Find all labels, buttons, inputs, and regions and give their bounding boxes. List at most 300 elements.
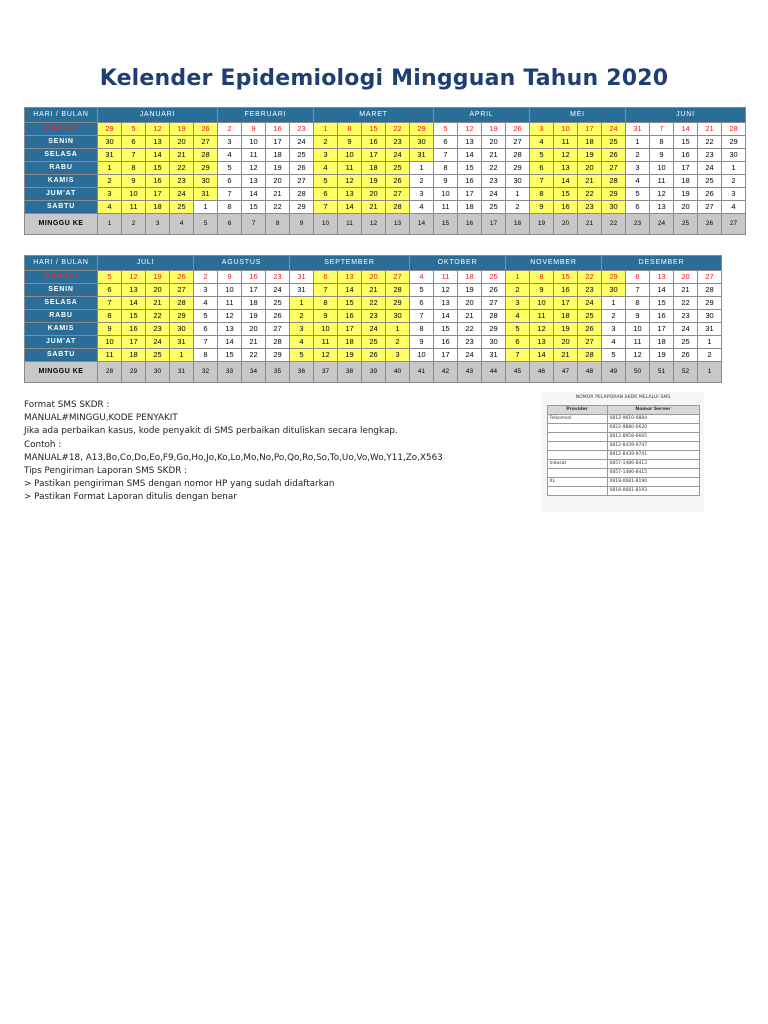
date-cell: 9: [314, 310, 338, 323]
day-row: [25, 149, 746, 162]
date-cell: 30: [602, 284, 626, 297]
date-cell: 20: [266, 175, 290, 188]
date-cell: 11: [434, 201, 458, 214]
date-cell: 24: [698, 162, 722, 175]
date-cell: 7: [194, 336, 218, 349]
date-cell: 28: [194, 149, 218, 162]
sms-provider: [547, 451, 607, 460]
week-number: 49: [602, 362, 626, 383]
date-cell: 8: [650, 136, 674, 149]
date-cell: 17: [122, 336, 146, 349]
date-cell: 23: [458, 336, 482, 349]
date-cell: 14: [458, 149, 482, 162]
date-cell: 15: [434, 323, 458, 336]
date-cell: 20: [482, 136, 506, 149]
sms-box-title: NOMOR PELAPORAN SKDR MELALUI SMS: [575, 395, 671, 400]
date-cell: 29: [602, 188, 626, 201]
date-cell: 23: [146, 323, 170, 336]
date-cell: 31: [170, 336, 194, 349]
sms-number: 0818-0681-8193: [607, 487, 699, 496]
date-cell: 31: [482, 349, 506, 362]
date-cell: 25: [482, 201, 506, 214]
date-cell: 6: [434, 136, 458, 149]
date-cell: 18: [362, 162, 386, 175]
date-cell: 16: [554, 284, 578, 297]
date-cell: 13: [554, 162, 578, 175]
date-cell: 8: [530, 188, 554, 201]
date-cell: 31: [290, 284, 314, 297]
sms-provider: [547, 487, 607, 496]
note-line: > Pastikan pengiriman SMS dengan nomor HP yang sudah didaftarkan: [24, 479, 335, 490]
sms-row: [547, 424, 699, 433]
date-cell: 4: [410, 271, 434, 284]
date-cell: 13: [530, 336, 554, 349]
day-label: RABU: [25, 162, 98, 175]
date-cell: 15: [218, 349, 242, 362]
date-cell: 29: [194, 162, 218, 175]
day-row: [25, 175, 746, 188]
week-number: 15: [434, 214, 458, 235]
date-cell: 20: [362, 188, 386, 201]
sms-row: [547, 442, 699, 451]
date-cell: 8: [626, 297, 650, 310]
date-cell: 26: [362, 349, 386, 362]
date-cell: 16: [434, 336, 458, 349]
date-cell: 27: [386, 188, 410, 201]
date-cell: 13: [242, 175, 266, 188]
sms-number: 0812-8439-9747: [607, 442, 699, 451]
date-cell: 11: [626, 336, 650, 349]
date-cell: 21: [482, 149, 506, 162]
date-cell: 26: [578, 323, 602, 336]
date-cell: 26: [386, 175, 410, 188]
date-cell: 11: [554, 136, 578, 149]
date-cell: 15: [338, 297, 362, 310]
date-cell: 18: [146, 201, 170, 214]
date-cell: 23: [578, 284, 602, 297]
date-cell: 5: [602, 349, 626, 362]
date-cell: 17: [650, 323, 674, 336]
day-row: [25, 136, 746, 149]
date-cell: 7: [122, 149, 146, 162]
day-row: [25, 201, 746, 214]
week-number: 17: [482, 214, 506, 235]
week-number: 42: [434, 362, 458, 383]
date-cell: 2: [98, 175, 122, 188]
date-cell: 2: [290, 310, 314, 323]
date-cell: 25: [362, 336, 386, 349]
week-number: 35: [266, 362, 290, 383]
date-cell: 29: [722, 136, 746, 149]
date-cell: 2: [698, 349, 722, 362]
day-label: SELASA: [25, 297, 98, 310]
date-cell: 26: [170, 271, 194, 284]
sms-number: 0818-0681-8190: [607, 478, 699, 487]
date-cell: 9: [338, 136, 362, 149]
page-title: Kelender Epidemiologi Mingguan Tahun 2020: [99, 66, 669, 91]
week-number: 44: [482, 362, 506, 383]
week-number: 1: [98, 214, 122, 235]
date-cell: 5: [410, 284, 434, 297]
date-cell: 6: [122, 136, 146, 149]
sms-number: 0812-8958-6665: [607, 433, 699, 442]
date-cell: 22: [698, 136, 722, 149]
day-row: [25, 349, 722, 362]
date-cell: 20: [242, 323, 266, 336]
date-cell: 11: [98, 349, 122, 362]
note-line: MANUAL#18, A13,Bo,Co,Do,Eo,F9,Go,Ho,Jo,Ko,Lo,Mo,No,Po,Qo,Ro,So,To,Uo,Vo,Wo,Y11,Zo,X563: [24, 452, 443, 463]
date-cell: 26: [290, 162, 314, 175]
date-cell: 1: [698, 336, 722, 349]
week-number: 25: [674, 214, 698, 235]
date-cell: 11: [122, 201, 146, 214]
header-label: HARI / BULAN: [25, 256, 98, 271]
date-cell: 10: [554, 123, 578, 136]
date-cell: 14: [122, 297, 146, 310]
date-cell: 30: [602, 201, 626, 214]
month-header: FEBRUARI: [218, 108, 314, 123]
date-cell: 12: [338, 175, 362, 188]
date-cell: 6: [410, 297, 434, 310]
date-cell: 13: [338, 188, 362, 201]
week-number: 7: [242, 214, 266, 235]
date-cell: 25: [698, 175, 722, 188]
date-cell: 10: [338, 149, 362, 162]
week-number: 43: [458, 362, 482, 383]
week-number: 8: [266, 214, 290, 235]
date-cell: 16: [674, 149, 698, 162]
date-cell: 7: [98, 297, 122, 310]
date-cell: 16: [266, 123, 290, 136]
date-cell: 4: [98, 201, 122, 214]
week-number: 50: [626, 362, 650, 383]
date-cell: 1: [290, 297, 314, 310]
date-cell: 3: [626, 162, 650, 175]
date-cell: 17: [242, 284, 266, 297]
date-cell: 8: [338, 123, 362, 136]
sms-row: [547, 433, 699, 442]
date-cell: 13: [458, 136, 482, 149]
note-line: Tips Pengiriman Laporan SMS SKDR :: [24, 466, 188, 477]
month-header: JULI: [98, 256, 194, 271]
week-number: 52: [674, 362, 698, 383]
date-cell: 13: [650, 271, 674, 284]
date-cell: 27: [386, 271, 410, 284]
date-cell: 14: [218, 336, 242, 349]
date-cell: 10: [530, 297, 554, 310]
month-header: MEI: [530, 108, 626, 123]
day-label: SENIN: [25, 136, 98, 149]
date-cell: 21: [458, 310, 482, 323]
date-cell: 5: [314, 175, 338, 188]
date-cell: 30: [410, 136, 434, 149]
date-cell: 13: [434, 297, 458, 310]
date-cell: 25: [578, 310, 602, 323]
date-cell: 20: [674, 201, 698, 214]
day-row: [25, 162, 746, 175]
date-cell: 18: [458, 201, 482, 214]
day-label: SELASA: [25, 149, 98, 162]
date-cell: 18: [458, 271, 482, 284]
week-number: 39: [362, 362, 386, 383]
date-cell: 15: [362, 123, 386, 136]
date-cell: 25: [386, 162, 410, 175]
date-cell: 29: [266, 349, 290, 362]
day-row: [25, 297, 722, 310]
date-cell: 2: [602, 310, 626, 323]
date-cell: 28: [698, 284, 722, 297]
date-cell: 20: [458, 297, 482, 310]
date-cell: 25: [674, 336, 698, 349]
date-cell: 19: [578, 149, 602, 162]
date-cell: 14: [554, 175, 578, 188]
date-cell: 29: [410, 123, 434, 136]
date-cell: 26: [266, 310, 290, 323]
date-cell: 12: [554, 149, 578, 162]
week-number: 22: [602, 214, 626, 235]
date-cell: 1: [194, 201, 218, 214]
date-cell: 27: [290, 175, 314, 188]
date-cell: 9: [650, 149, 674, 162]
date-cell: 1: [386, 323, 410, 336]
date-cell: 26: [698, 188, 722, 201]
date-cell: 30: [386, 310, 410, 323]
date-cell: 6: [314, 271, 338, 284]
date-cell: 2: [314, 136, 338, 149]
date-cell: 22: [146, 310, 170, 323]
date-cell: 28: [602, 175, 626, 188]
date-cell: 7: [530, 175, 554, 188]
date-cell: 23: [578, 201, 602, 214]
date-cell: 12: [434, 284, 458, 297]
date-cell: 6: [626, 271, 650, 284]
date-cell: 14: [674, 123, 698, 136]
date-cell: 18: [266, 149, 290, 162]
sms-col-server: Nomor Server: [607, 406, 699, 415]
week-number: 33: [218, 362, 242, 383]
date-cell: 1: [506, 188, 530, 201]
date-cell: 10: [218, 284, 242, 297]
date-cell: 1: [722, 162, 746, 175]
date-cell: 1: [98, 162, 122, 175]
date-cell: 22: [170, 162, 194, 175]
date-cell: 8: [530, 271, 554, 284]
date-cell: 15: [242, 201, 266, 214]
week-number: 48: [578, 362, 602, 383]
date-cell: 22: [266, 201, 290, 214]
date-cell: 3: [314, 149, 338, 162]
date-cell: 17: [146, 188, 170, 201]
note-line: Jika ada perbaikan kasus, kode penyakit di SMS perbaikan dituliskan secara lengkap.: [24, 426, 398, 437]
date-cell: 4: [194, 297, 218, 310]
sms-provider: [547, 442, 607, 451]
date-cell: 24: [362, 323, 386, 336]
date-cell: 18: [242, 297, 266, 310]
calendar-table-jul-dec: [24, 255, 722, 383]
date-cell: 30: [170, 323, 194, 336]
date-cell: 25: [266, 297, 290, 310]
sms-row: [547, 451, 699, 460]
date-cell: 14: [530, 349, 554, 362]
week-number: 31: [170, 362, 194, 383]
date-cell: 8: [122, 162, 146, 175]
date-cell: 24: [458, 349, 482, 362]
date-cell: 23: [362, 310, 386, 323]
date-cell: 7: [434, 149, 458, 162]
date-cell: 11: [338, 162, 362, 175]
date-cell: 24: [674, 323, 698, 336]
date-cell: 11: [242, 149, 266, 162]
date-cell: 5: [218, 162, 242, 175]
date-cell: 19: [338, 349, 362, 362]
sms-number: 0857-1486-8413: [607, 460, 699, 469]
date-cell: 24: [578, 297, 602, 310]
date-cell: 23: [290, 123, 314, 136]
date-cell: 31: [290, 271, 314, 284]
date-cell: 13: [146, 136, 170, 149]
day-row: [25, 310, 722, 323]
month-header: OKTOBER: [410, 256, 506, 271]
week-number: 3: [146, 214, 170, 235]
date-cell: 21: [170, 149, 194, 162]
date-cell: 22: [386, 123, 410, 136]
date-cell: 5: [530, 149, 554, 162]
date-cell: 13: [122, 284, 146, 297]
date-cell: 27: [506, 136, 530, 149]
date-cell: 19: [650, 349, 674, 362]
date-cell: 4: [290, 336, 314, 349]
date-cell: 13: [338, 271, 362, 284]
week-number: 13: [386, 214, 410, 235]
date-cell: 5: [122, 123, 146, 136]
date-cell: 7: [218, 188, 242, 201]
date-cell: 2: [410, 175, 434, 188]
date-cell: 19: [170, 123, 194, 136]
date-cell: 17: [674, 162, 698, 175]
date-cell: 24: [602, 123, 626, 136]
sms-col-provider: Provider: [547, 406, 607, 415]
date-cell: 6: [98, 284, 122, 297]
date-cell: 1: [626, 136, 650, 149]
date-cell: 21: [362, 284, 386, 297]
sms-provider: [547, 469, 607, 478]
date-cell: 25: [170, 201, 194, 214]
sms-number: 0857-1486-8415: [607, 469, 699, 478]
day-row: [25, 271, 722, 284]
date-cell: 30: [482, 336, 506, 349]
date-cell: 31: [698, 323, 722, 336]
date-cell: 29: [698, 297, 722, 310]
date-cell: 28: [290, 188, 314, 201]
week-number: 32: [194, 362, 218, 383]
week-number: 18: [506, 214, 530, 235]
sms-provider: XL: [547, 478, 607, 487]
date-cell: 4: [314, 162, 338, 175]
date-cell: 10: [410, 349, 434, 362]
date-cell: 15: [146, 162, 170, 175]
date-cell: 2: [194, 271, 218, 284]
date-cell: 27: [698, 271, 722, 284]
day-label: KAMIS: [25, 323, 98, 336]
date-cell: 2: [386, 336, 410, 349]
date-cell: 14: [650, 284, 674, 297]
date-cell: 10: [626, 323, 650, 336]
date-cell: 12: [650, 188, 674, 201]
date-cell: 16: [122, 323, 146, 336]
month-header: JUNI: [626, 108, 746, 123]
date-cell: 27: [698, 201, 722, 214]
date-cell: 31: [626, 123, 650, 136]
week-label: MINGGU KE: [25, 214, 98, 235]
date-cell: 16: [362, 136, 386, 149]
date-cell: 19: [554, 323, 578, 336]
date-cell: 2: [626, 149, 650, 162]
week-number: 1: [698, 362, 722, 383]
week-number: 20: [554, 214, 578, 235]
date-cell: 6: [530, 162, 554, 175]
date-cell: 25: [290, 149, 314, 162]
note-line: MANUAL#MINGGU,KODE PENYAKIT: [24, 413, 178, 424]
date-cell: 26: [194, 123, 218, 136]
week-number: 27: [722, 214, 746, 235]
date-cell: 21: [146, 297, 170, 310]
date-cell: 22: [362, 297, 386, 310]
date-cell: 5: [290, 349, 314, 362]
week-number: 45: [506, 362, 530, 383]
date-cell: 16: [146, 175, 170, 188]
sms-provider: [547, 433, 607, 442]
week-number: 10: [314, 214, 338, 235]
week-number: 19: [530, 214, 554, 235]
date-cell: 11: [434, 271, 458, 284]
date-cell: 31: [194, 188, 218, 201]
date-cell: 25: [146, 349, 170, 362]
month-header: APRIL: [434, 108, 530, 123]
sms-number: 0812-9610-0884: [607, 415, 699, 424]
date-cell: 21: [698, 123, 722, 136]
date-cell: 16: [458, 175, 482, 188]
date-cell: 3: [290, 323, 314, 336]
date-cell: 19: [674, 188, 698, 201]
date-cell: 3: [98, 188, 122, 201]
sms-row: [547, 487, 699, 496]
date-cell: 4: [218, 149, 242, 162]
date-cell: 18: [554, 310, 578, 323]
week-number: 2: [122, 214, 146, 235]
date-cell: 4: [722, 201, 746, 214]
date-cell: 1: [410, 162, 434, 175]
week-number: 9: [290, 214, 314, 235]
date-cell: 29: [482, 323, 506, 336]
week-number: 41: [410, 362, 434, 383]
date-cell: 23: [170, 175, 194, 188]
date-cell: 9: [122, 175, 146, 188]
date-cell: 17: [458, 188, 482, 201]
date-cell: 10: [98, 336, 122, 349]
date-cell: 20: [362, 271, 386, 284]
date-cell: 17: [338, 323, 362, 336]
date-cell: 27: [602, 162, 626, 175]
day-label: SABTU: [25, 201, 98, 214]
date-cell: 1: [314, 123, 338, 136]
day-row: [25, 336, 722, 349]
date-cell: 9: [242, 123, 266, 136]
week-number: 16: [458, 214, 482, 235]
date-cell: 22: [242, 349, 266, 362]
date-cell: 20: [674, 271, 698, 284]
date-cell: 12: [146, 123, 170, 136]
date-cell: 9: [410, 336, 434, 349]
